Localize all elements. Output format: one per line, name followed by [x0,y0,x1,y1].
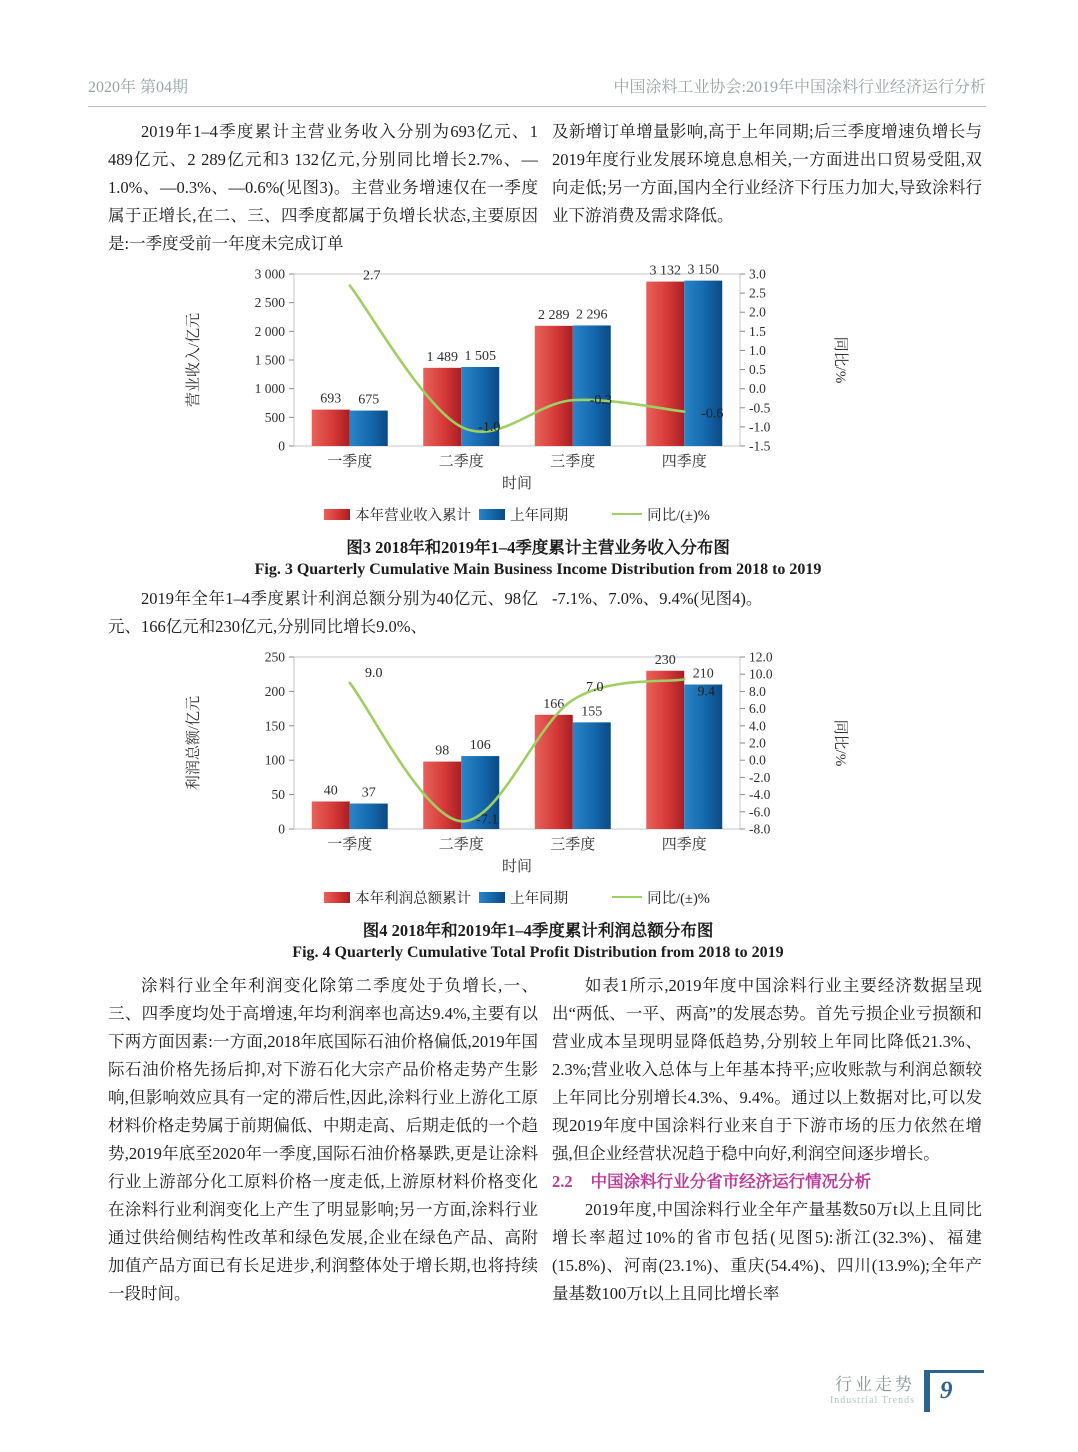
right-tick-label: 12.0 [749,649,773,665]
line-value-label: -7.1 [476,812,499,828]
legend-label: 同比/(±)% [647,890,710,907]
bar-current-year [646,671,684,829]
bar-value-label: 3 150 [687,262,719,278]
line-value-label: 2.7 [363,268,381,284]
legend-label: 上年同期 [510,890,569,907]
bar-value-label: 210 [692,666,714,682]
paragraph-row-1 [108,118,982,258]
right-tick-label: -2.0 [749,769,771,785]
left-tick-label: 0 [278,438,285,454]
line-value-label: 7.0 [586,680,604,695]
legend-item [479,504,568,525]
left-tick-label: 3 000 [254,266,285,282]
line-value-label: 9.0 [365,665,383,681]
right-axis-title: 同比/% [832,336,848,384]
left-tick-label: 250 [264,649,285,665]
badge-vertical-rule [924,1370,930,1412]
bar-prior-year [350,411,388,446]
bar-current-year [423,368,461,446]
bar-value-label: 155 [581,704,603,720]
legend-item [324,504,471,525]
x-category-label: 二季度 [438,837,484,853]
page-footer [830,1370,984,1418]
page-number-badge [924,1370,984,1418]
x-category-label: 一季度 [327,837,373,853]
left-tick-label: 0 [278,821,285,837]
badge-horizontal-rule [924,1370,984,1373]
body-paragraph: 2019年1–4季度累计主营业务收入分别为693亿元、1 489亿元、2 289亿元和3 132亿元,分别同比增长2.7%、—1.0%、—0.3%、—0.6%(见图3)。主营业务增速仅在一季度属于正增长,在二、三、四季度都属于负增长状态,主要原因是:一季度受前一年度未完成订单 [108,122,539,253]
line-value-label: 9.4 [697,684,715,700]
body-paragraph: 2019年全年1–4季度累计利润总额分别为40亿元、98亿元、166亿元和230亿元,分别同比增长9.0%、 [108,589,538,636]
bar-value-label: 166 [543,696,565,712]
bar-value-label: 106 [469,738,491,754]
left-tick-label: 1 000 [254,381,285,397]
x-category-label: 二季度 [438,454,484,470]
bar-current-year [646,282,684,446]
right-tick-label: -0.5 [749,400,771,416]
right-tick-label: -4.0 [749,787,771,803]
figure3-caption-cn: 图3 2018年和2019年1–4季度累计主营业务收入分布图 [346,538,730,557]
legend-label: 上年同期 [510,507,569,524]
paragraph-row-3 [108,972,982,1308]
legend-bar-swatch [324,892,350,903]
x-category-label: 一季度 [327,454,373,470]
figure4-caption-en: Fig. 4 Quarterly Cumulative Total Profit Distribution from 2018 to 2019 [292,944,784,961]
bar-value-label: 230 [654,652,676,668]
bar-value-label: 37 [361,785,376,801]
left-tick-label: 150 [264,718,285,734]
left-tick-label: 50 [271,787,285,803]
bar-value-label: 98 [435,743,450,759]
bar-prior-year [573,325,611,446]
right-tick-label: -6.0 [749,804,771,820]
right-axis-title: 同比/% [832,719,848,767]
legend-label: 本年营业收入累计 [355,507,472,524]
body-paragraph: 2019年度,中国涂料行业全年产量基数50万t以上且同比增长率超过10%的省市包括(见图5):浙江(32.3%)、福建(15.8%)、河南(23.1%)、重庆(54.4%)、四川(13.9%);全年产量基数100万t以上且同比增长率 [552,1200,982,1303]
bar-current-year [312,801,350,829]
right-tick-label: 1.5 [749,323,766,339]
issue-label: 2020年 第04期 [88,79,189,96]
legend-bar-swatch [479,892,505,903]
figure4-chart [172,643,1002,885]
x-category-label: 四季度 [661,454,707,470]
right-tick-label: 0.5 [749,362,766,378]
right-tick-label: -1.5 [749,438,771,454]
footer-labels [830,1370,915,1407]
page-header [88,74,986,107]
left-tick-label: 100 [264,752,285,768]
line-value-label: -0.6 [701,406,724,422]
line-value-label: -0.3 [589,393,612,409]
figure3-legend [294,502,740,526]
bar-value-label: 2 296 [576,307,608,323]
right-tick-label: 2.0 [749,304,766,320]
bar-prior-year [573,722,611,829]
bar-current-year [312,410,350,446]
bar-current-year [535,326,573,446]
section-heading [552,1168,982,1196]
legend-item [479,887,568,908]
footer-label-cn: 行业走势 [835,1375,915,1394]
legend-item [612,887,710,908]
right-tick-label: 0.0 [749,752,766,768]
right-tick-label: 4.0 [749,718,766,734]
right-tick-label: 2.0 [749,735,766,751]
left-tick-label: 2 500 [254,295,285,311]
right-tick-label: 2.5 [749,285,766,301]
footer-label-en: Industrial Trends [829,1395,915,1406]
right-tick-label: 8.0 [749,683,766,699]
body-paragraph: 如表1所示,2019年度中国涂料行业主要经济数据呈现出“两低、一平、两高”的发展态势。首先亏损企业亏损额和营业成本呈现明显降低趋势,分别较上年同比降低21.3%、2.3%;营业收入总体与上年基本持平;应收账款与利润总额较上年同比分别增长4.3%、9.4%。通过以上数据对比,可以发现2019年度中国涂料行业来自于下游市场的压力依然在增强,但企业经营状况趋于稳中向好,利润空间逐步增长。 [552,976,982,1163]
figure3-chart [172,260,1002,502]
bar-prior-year [350,804,388,829]
yoy-trend-line [350,285,685,431]
text-column-right [552,972,982,1308]
text-column-left [108,972,538,1308]
figure3 [108,260,982,579]
text-column-right [552,585,982,641]
left-tick-label: 2 000 [254,323,285,339]
bar-value-label: 2 289 [538,307,570,323]
text-column-left [108,585,538,641]
bar-value-label: 40 [323,783,338,799]
text-column-left [108,118,538,258]
section-title: 中国涂料行业分省市经济运行情况分析 [590,1172,872,1191]
bar-current-year [535,715,573,829]
x-category-label: 四季度 [661,837,707,853]
legend-line-swatch [612,896,642,898]
page-number: 9 [940,1377,953,1404]
legend-bar-swatch [479,509,505,520]
bar-value-label: 693 [320,391,342,407]
right-tick-label: -8.0 [749,821,771,837]
bar-value-label: 3 132 [649,263,681,279]
legend-line-swatch [612,513,642,515]
x-axis-title: 时间 [501,476,533,492]
yoy-trend-line [350,679,685,821]
legend-label: 本年利润总额累计 [355,890,472,907]
right-tick-label: 10.0 [749,666,773,682]
legend-item [612,504,710,525]
x-axis-title: 时间 [501,859,533,875]
left-axis-title: 利润总额/亿元 [186,695,202,791]
right-tick-label: 6.0 [749,701,766,717]
page-content [108,110,982,1308]
right-tick-label: -1.0 [749,419,771,435]
bar-value-label: 1 505 [464,348,496,364]
right-tick-label: 0.0 [749,381,766,397]
legend-bar-swatch [324,509,350,520]
journal-running-title: 中国涂料工业协会:2019年中国涂料行业经济运行分析 [613,79,986,96]
bar-value-label: 675 [358,392,380,408]
left-axis-title: 营业收入/亿元 [186,312,202,408]
right-tick-label: 3.0 [749,266,766,282]
x-category-label: 三季度 [550,454,596,470]
legend-label: 同比/(±)% [647,507,710,524]
right-tick-label: 1.0 [749,342,766,358]
figure4-caption-cn: 图4 2018年和2019年1–4季度累计利润总额分布图 [362,921,714,940]
paragraph-row-2 [108,585,982,641]
body-paragraph: 及新增订单增量影响,高于上年同期;后三季度增速负增长与2019年度行业发展环境息息相关,一方面进出口贸易受阻,双向走低;另一方面,国内全行业经济下行压力加大,导致涂料行业下游消费及需求降低。 [552,122,982,225]
figure3-caption-en: Fig. 3 Quarterly Cumulative Main Business Income Distribution from 2018 to 2019 [254,561,822,578]
bar-value-label: 1 489 [426,349,458,365]
x-category-label: 三季度 [550,837,596,853]
section-number: 2.2 [552,1172,573,1191]
body-paragraph: 涂料行业全年利润变化除第二季度处于负增长,一、三、四季度均处于高增速,年均利润率也高达9.4%,主要有以下两方面因素:一方面,2018年底国际石油价格偏低,2019年国际石油价格先扬后抑,对下游石化大宗产品价格走势产生影响,但影响效应具有一定的滞后性,因此,涂料行业上游化工原材料价格走势属于前期偏低、中期走高、后期走低的一个趋势,2019年底至2020年一季度,国际石油价格暴跌,更是让涂料行业上游部分化工原料价格一度走低,上游原材料价格变化在涂料行业利润变化上产生了明显影响;另一方面,涂料行业通过供给侧结构性改革和绿色发展,企业在绿色产品、高附加值产品方面已有长足进步,利润整体处于增长期,也将持续一段时间。 [108,976,538,1303]
left-tick-label: 500 [264,409,285,425]
line-value-label: -1.0 [478,419,501,435]
legend-item [324,887,471,908]
body-paragraph: -7.1%、7.0%、9.4%(见图4)。 [552,589,763,608]
bar-prior-year [684,685,722,829]
text-column-right [552,118,982,258]
figure4-legend [294,885,740,909]
figure4 [108,643,982,962]
left-tick-label: 1 500 [254,352,285,368]
left-tick-label: 200 [264,683,285,699]
